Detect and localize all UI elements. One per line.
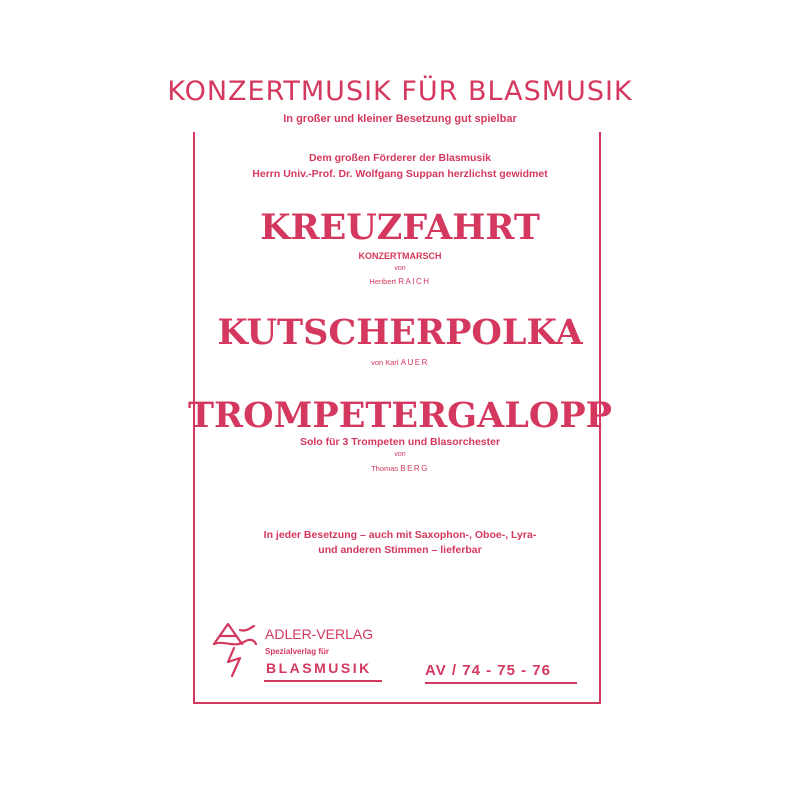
catalog-number: AV / 74 - 75 - 76 [425,662,551,679]
series-subtitle: In großer und kleiner Besetzung gut spielbar [283,113,517,125]
publisher-name: ADLER-VERLAG [265,626,374,642]
series-title: KONZERTMUSIK FÜR BLASMUSIK [167,76,633,107]
work-title-kutscherpolka: KUTSCHERPOLKA [217,312,583,353]
work-by-2: von [371,358,384,367]
publisher-genre: BLASMUSIK [266,660,372,676]
work-title-trompetergalopp: TROMPETERGALOPP [188,395,612,436]
composer-first-name: Heribert [369,277,397,286]
composer-berg [0,464,800,473]
composer-auer [0,358,800,367]
composer-first-name: Thomas [371,464,399,473]
work-title-kreuzfahrt: KREUZFAHRT [260,207,540,248]
availability-line-1: In jeder Besetzung – auch mit Saxophon-, Oboe-, Lyra- [263,529,537,541]
availability-line-2: und anderen Stimmen – lieferbar [318,544,482,556]
catalog-underline [425,682,577,684]
publisher-underline [264,680,382,682]
composer-raich [0,277,800,286]
composer-surname: AUER [400,358,429,367]
composer-surname: RAICH [398,277,431,286]
composer-first-name: Karl [385,358,399,367]
composer-surname: BERG [400,464,429,473]
dedication-line-2: Herrn Univ.-Prof. Dr. Wolfgang Suppan herzlichst gewidmet [252,168,548,180]
work-by-3: von [394,451,406,458]
work-subtitle-konzertmarsch: KONZERTMARSCH [358,251,442,261]
publisher-tagline: Spezialverlag für [265,647,330,656]
work-by-1: von [394,265,406,272]
dedication-line-1: Dem großen Förderer der Blasmusik [308,152,492,164]
adler-verlag-logo-icon [210,618,260,680]
work-subtitle-solo: Solo für 3 Trompeten und Blasorchester [299,436,501,448]
